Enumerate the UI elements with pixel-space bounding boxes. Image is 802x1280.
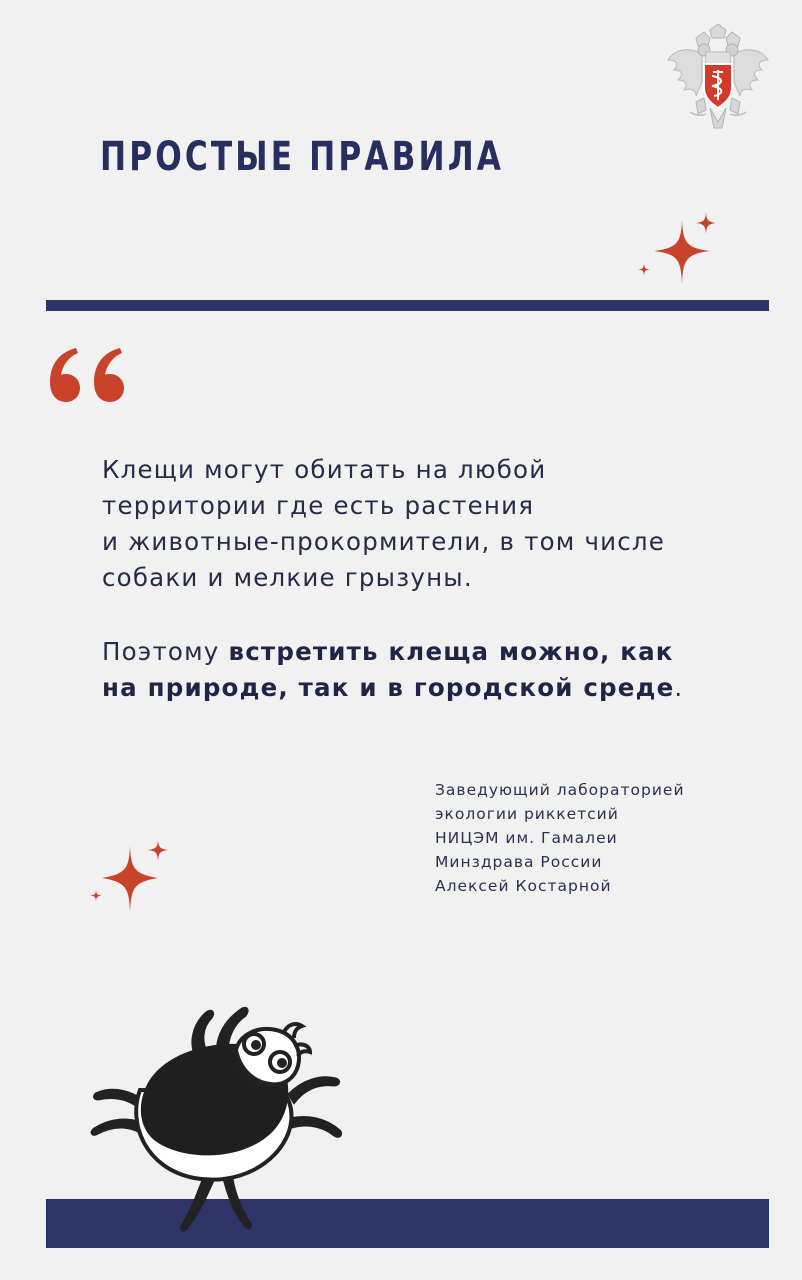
conclusion-emphasis: на природе, так и в городской среде [102,673,675,702]
quote-conclusion [102,634,762,706]
ministry-emblem-icon [666,24,770,136]
quote-attribution [435,778,685,898]
attribution-line: Алексей Костарной [435,877,612,895]
quote-line: территории где есть растения [102,491,535,520]
attribution-line: Минздрава России [435,853,603,871]
conclusion-suffix: . [674,673,684,702]
top-divider [46,300,769,311]
conclusion-prefix: Поэтому [102,637,229,666]
conclusion-line [102,634,762,670]
attribution-line: НИЦЭМ им. Гамалеи [435,829,618,847]
quote-mark-icon [46,340,128,406]
quote-line: и животные-прокормители, в том числе [102,527,666,556]
tick-mascot-icon [88,994,356,1240]
conclusion-line [102,670,762,706]
sparkle-icon [86,836,176,920]
attribution-line: экологии риккетсий [435,805,619,823]
quote-line: собаки и мелкие грызуны. [102,563,473,592]
sparkle-icon [630,206,730,296]
quote-body [102,452,742,596]
page-title: ПРОСТЫЕ ПРАВИЛА [100,134,505,180]
quote-line: Клещи могут обитать на любой [102,455,547,484]
attribution-line: Заведующий лабораторией [435,781,685,799]
conclusion-emphasis: встретить клеща можно, как [228,637,674,666]
